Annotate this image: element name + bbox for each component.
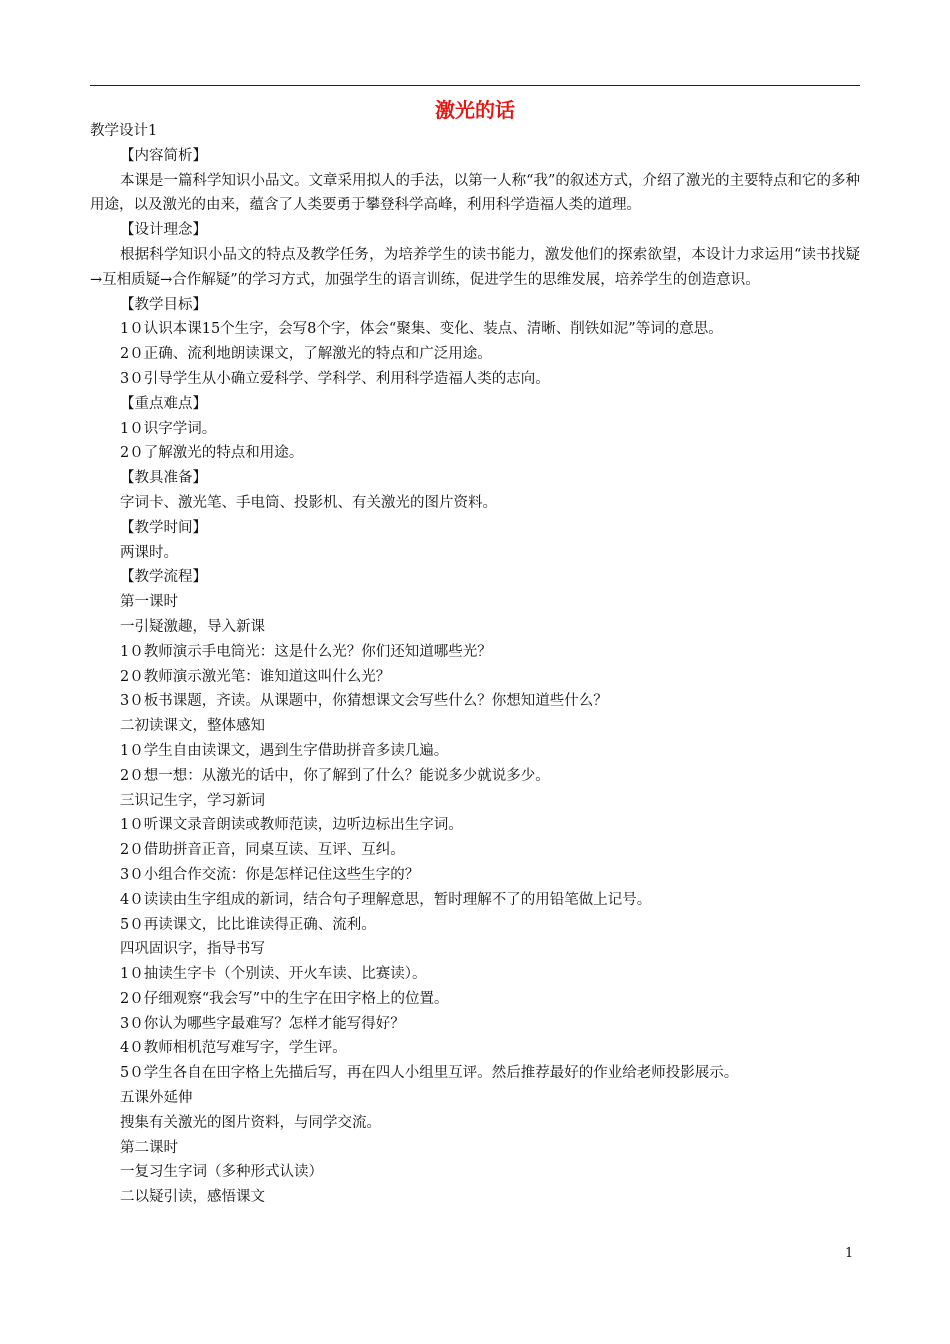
body-line: 2０仔细观察“我会写”中的生字在田字格上的位置。 <box>120 990 449 1007</box>
body-line: 2０借助拼音正音，同桌互读、互评、互纠。 <box>120 842 405 859</box>
document-title: 激光的话 <box>435 98 515 122</box>
body-line: 2０想一想：从激光的话中，你了解到了什么？能说多少就说多少。 <box>120 767 550 784</box>
body-line: 1０学生自由读课文，遇到生字借助拼音多读几遍。 <box>120 742 449 759</box>
page-number: 1 <box>845 1246 854 1261</box>
body-paragraph: 本课是一篇科学知识小品文。文章采用拟人的手法，以第一人称“我”的叙述方式，介绍了激光的主要特点和它的多种用途，以及激光的由来，蕴含了人类要勇于攀登科学高峰，利用科学造福人类的道理。 <box>90 172 860 214</box>
body-line: 2０教师演示激光笔：谁知道这叫什么光？ <box>120 668 391 685</box>
body-line: 【教具准备】 <box>120 470 207 487</box>
body-line: 1０识字学词。 <box>120 420 217 437</box>
body-line: 【设计理念】 <box>120 222 207 239</box>
body-line: 1０认识本课15个生字，会写8个字，体会“聚集、变化、装点、清晰、削铁如泥”等词的意思。 <box>120 321 723 338</box>
body-line: 【教学流程】 <box>120 569 207 586</box>
body-paragraph: 根据科学知识小品文的特点及教学任务，为培养学生的读书能力，激发他们的探索欲望，本设计力求运用“读书找疑→互相质疑→合作解疑”的学习方式，加强学生的语言训练，促进学生的思维发展，培养学生的创造意识。 <box>90 246 860 288</box>
body-line: 【教学时间】 <box>120 519 207 536</box>
body-line: 4０读读由生字组成的新词，结合句子理解意思，暂时理解不了的用铅笔做上记号。 <box>120 891 652 908</box>
body-line: 搜集有关激光的图片资料，与同学交流。 <box>120 1114 381 1131</box>
body-line: 两课时。 <box>120 544 178 561</box>
body-line: 【教学目标】 <box>120 296 207 313</box>
body-line: 四巩固识字，指导书写 <box>120 941 265 958</box>
body-line: 二初读课文，整体感知 <box>120 718 265 735</box>
document-body <box>90 119 860 1210</box>
body-line: 一引疑激趣，导入新课 <box>120 618 265 635</box>
body-line: 4０教师相机范写难写字，学生评。 <box>120 1040 347 1057</box>
body-line: 5０再读课文，比比谁读得正确、流利。 <box>120 916 376 933</box>
body-line: 【内容简析】 <box>120 147 207 164</box>
body-line: 五课外延伸 <box>120 1090 193 1107</box>
body-line: 三识记生字，学习新词 <box>120 792 265 809</box>
body-line: 教学设计1 <box>90 123 158 139</box>
body-line: 5０学生各自在田字格上先描后写，再在四人小组里互评。然后推荐最好的作业给老师投影展示。 <box>120 1065 739 1082</box>
body-line: 1０抽读生字卡（个别读、开火车读、比赛读）。 <box>120 966 427 983</box>
body-line: 3０你认为哪些字最难写？怎样才能写得好？ <box>120 1015 405 1032</box>
body-line: 1０教师演示手电筒光：这是什么光？你们还知道哪些光？ <box>120 643 492 660</box>
body-line: 3０引导学生从小确立爱科学、学科学、利用科学造福人类的志向。 <box>120 370 550 387</box>
header-rule <box>90 85 860 86</box>
body-line: 二以疑引读，感悟课文 <box>120 1189 265 1206</box>
body-line: 字词卡、激光笔、手电筒、投影机、有关激光的图片资料。 <box>120 494 497 511</box>
body-line: 第一课时 <box>120 594 178 611</box>
body-line: 2０正确、流利地朗读课文，了解激光的特点和广泛用途。 <box>120 346 492 363</box>
body-line: 第二课时 <box>120 1139 178 1156</box>
body-line: 一复习生字词（多种形式认读） <box>120 1164 323 1181</box>
body-line: 【重点难点】 <box>120 395 207 412</box>
body-line: 2０了解激光的特点和用途。 <box>120 445 304 462</box>
body-line: 3０板书课题，齐读。从课题中，你猜想课文会写些什么？你想知道些什么？ <box>120 693 608 710</box>
body-line: 1０听课文录音朗读或教师范读，边听边标出生字词。 <box>120 817 463 834</box>
body-line: 3０小组合作交流：你是怎样记住这些生字的？ <box>120 866 420 883</box>
